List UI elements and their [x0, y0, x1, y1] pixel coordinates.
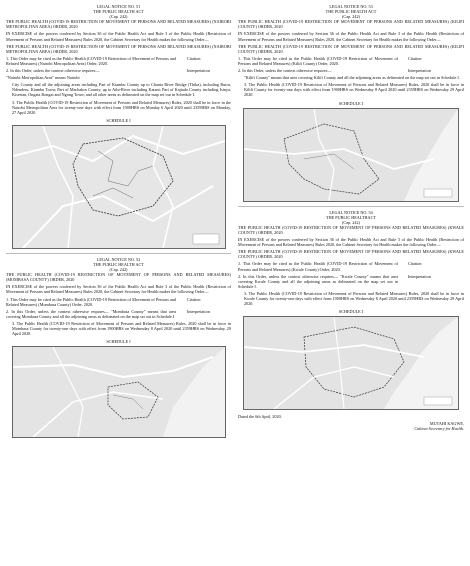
notice-54	[238, 210, 464, 432]
mombasa-map-graphic	[13, 347, 225, 437]
interpretation-text: 2. In this Order, unless the context otherwise requires—	[6, 68, 100, 74]
nairobi-map	[12, 125, 226, 249]
citation-row	[6, 297, 231, 307]
order-title-repeat: THE PUBLIC HEALTH (COVID-19 RESTRICTION OF MOVEMENT OF PERSONS AND RELATED MEASURES) (KILIFI COUNTY) ORDER, 2020	[238, 43, 464, 54]
kwale-map-graphic	[244, 317, 458, 409]
order-title: THE PUBLIC HEALTH (COVID-19 RESTRICTION OF MOVEMENT OF PERSONS AND RELATED MEASURES) (KWALE COUNTY) ORDER, 2020	[238, 224, 464, 235]
act-cap: (Cap. 242)	[342, 219, 360, 225]
interpretation-label: Interpretation	[408, 68, 431, 74]
divider	[6, 253, 231, 254]
citation-row	[238, 56, 464, 66]
order-title: THE PUBLIC HEALTH (COVID-19 RESTRICTION OF MOVEMENT OF PERSONS AND RELATED MEASURES) (NAIROBI METROPOLITAN AREA) ORDER, 2020	[6, 19, 231, 30]
interpretation-text: 2. In this Order, unless the context otherwise requires— "Mombasa County" means that area covering Mombasa County and all the adjoining areas as delineated on the map set out in Schedule I.	[6, 308, 176, 319]
citation-label: Citation	[408, 55, 422, 61]
interpretation-text: 2. In this Order, unless the context otherwise requires— "Kwale County" means that area covering Kwale County and all the adjoining areas as delineated on the map set out in Schedule I.	[238, 273, 398, 289]
act-cap: (Cap. 242)	[342, 14, 360, 20]
order-title-repeat: THE PUBLIC HEALTH (COVID-19 RESTRICTION OF MOVEMENT OF PERSONS AND RELATED MEASURES) (KWALE COUNTY) ORDER, 2020	[238, 249, 464, 260]
citation-row	[238, 261, 464, 271]
kwale-map	[243, 316, 459, 410]
notice-51	[6, 4, 231, 249]
definition-term: "Nairobi Metropolitan Area" means Nairobi	[6, 75, 80, 81]
act-name: THE PUBLIC HEALTHACT	[326, 214, 376, 220]
interpretation-row	[238, 274, 464, 289]
preamble: IN EXERCISE of the powers conferred by Section 36 of the Public Health Act and Rule 3 of the Public Health (Restriction of Movement of Persons and Related Measures) Rules 2020, the Cabinet Secretary for Health makes the following Order—	[6, 284, 231, 295]
order-title: THE PUBLIC HEALTH (COVID-19 RESTRICTION OF MOVEMENT OF PERSONS AND RELATED MEASURES) (KILIFI COUNTY) ORDER, 2020	[238, 19, 464, 30]
notice-number: LEGAL NOTICE NO. 51	[96, 4, 141, 9]
clause-3: 3. The Public Health (COVID-19 Restriction of Movement of Persons and Related Measures) Rules, 2020 shall be in force in the Nairobi Metropolitan Area for twenty-one days with effect from 1900HRS on Monday 6 April 2020 until 2359HRS on Monday, 27 April 2020.	[12, 99, 231, 115]
preamble: IN EXERCISE of the powers conferred by Section 36 of the Public Health Act and Rule 3 of the Public Health (Restriction of Movement of Persons and Related Measures) Rules 2020, the Cabinet Secretary for Health makes the following Order—	[238, 237, 464, 248]
preamble: IN EXERCISE of the powers conferred by Section 36 of the Public Health Act and Rule 3 of the Public Health (Restriction of Movement of Persons and Related Measures) Rules 2020, the Cabinet Secretary for Health makes the following Order—	[6, 31, 231, 42]
order-title: THE PUBLIC HEALTH (COVID-19 RESTRICTION OF MOVEMENT OF PERSONS AND RELATED MEASURES) (MOMBASA COUNTY) ORDER, 2020	[6, 272, 231, 283]
citation-text: 1. This Order may be cited as the Public Health (COVID-19 Restriction of Movement of Persons and Related Measures) (Mombasa County) Order, 2020.	[6, 296, 176, 307]
schedule-heading: SCHEDULE I	[106, 339, 131, 345]
clause-3: 3. The Public Health (COVID-19 Restriction of Movement of Persons and Related Measures) Rules, 2020 shall be in force in Kwale County for twenty-one days with effect from 1900HRS on Wednesday 8 April 2020 until 2359HRS on Wednesday 29 April 2020.	[244, 290, 464, 307]
interpretation-text: 2. In this Order, unless the context otherwise requires—	[238, 68, 332, 74]
order-title-repeat: THE PUBLIC HEALTH (COVID-19 RESTRICTION OF MOVEMENT OF PERSONS AND RELATED MEASURES) (NAIROBI METROPOLITAN AREA) ORDER, 2020	[6, 43, 231, 54]
notice-number: LEGAL NOTICE NO. 54	[329, 209, 373, 215]
act-name: THE PUBLIC HEALTH ACT	[325, 9, 377, 15]
interpretation-label: Interpretation	[408, 273, 431, 279]
kilifi-map	[243, 108, 459, 202]
nairobi-map-graphic	[13, 126, 225, 248]
notice-number: LEGAL NOTICE NO. 52	[96, 256, 141, 262]
citation-label: Citation	[187, 296, 201, 302]
right-column	[238, 4, 464, 432]
citation-row	[6, 56, 231, 66]
interpretation-label: Interpretation	[187, 308, 210, 314]
citation-label: Citation	[187, 55, 201, 61]
definition-text: City County and all the adjoining areas including Part of Kiambu County up to Chania River Bridge (Thika), including Ruiru, Ndenderu, Kiambu Town; Part of Machakos County, up to Athi-River including Katani; Part of Kajiado County including Isinya, Kiserian, Ongata Rongai and Ngong Town; and all other areas as delineated on the map set out in Schedule I.	[12, 82, 231, 98]
act-name: THE PUBLIC HEALTH ACT	[93, 261, 144, 267]
act-cap: (Cap. 242)	[109, 14, 128, 20]
signatory-title: Cabinet Secretary for Health.	[414, 426, 464, 432]
left-column	[6, 4, 231, 442]
schedule-heading: SCHEDULE I	[106, 117, 131, 123]
signatory-name: MUTAHI KAGWE,	[429, 421, 464, 427]
divider	[238, 206, 464, 207]
notice-number: LEGAL NOTICE NO. 53	[329, 4, 373, 9]
schedule-heading: SCHEDULE I	[338, 100, 364, 106]
interpretation-row	[6, 309, 231, 319]
citation-label: Citation	[408, 261, 422, 267]
schedule-heading: SCHEDULE I	[338, 309, 364, 315]
citation-text: 1. This Order may be cited as the Public Health (COVID-19 Restriction of Movement of Persons and Related Measures) (Kwale County) Order, 2020.	[238, 261, 398, 272]
interpretation-label: Interpretation	[187, 68, 210, 74]
definition-text: "Kilifi County" means that area covering Kilifi County and all the adjoining areas as delineated on the map set out in Schedule I.	[244, 75, 460, 81]
interpretation-row	[238, 68, 464, 73]
interpretation-row	[6, 68, 231, 73]
notice-52	[6, 257, 231, 438]
dated-line: Dated the 6th April, 2020.	[238, 414, 282, 420]
act-cap: (Cap. 242)	[109, 267, 128, 273]
mombasa-map	[12, 346, 226, 438]
act-name: THE PUBLIC HEALTH ACT	[93, 9, 144, 15]
clause-3: 3. The Public Health (COVID-19 Restriction of Movement of Persons and Related Measures) Rules, 2020 shall be in force in Kilifi County for twenty-one days with effect from 1900HRS on Wednesday 8 April 2020 until 2359HRS on Wednesday 29 April 2020.	[244, 82, 464, 98]
citation-text: 1. This Order may be cited as the Public Health (COVID-19 Restriction of Movement of Persons and Related Measures) (Nairobi Metropolitan Area) Order, 2020.	[6, 55, 176, 66]
citation-text: 1. This Order may be cited as the Public Health (COVID-19 Restriction of Movement of Persons and Related Measures) (Kilifi County) Order, 2020.	[238, 55, 398, 66]
clause-3: 3. The Public Health (COVID-19 Restriction of Movement of Persons and Related Measures) Rules, 2020 shall be in force in Mombasa County for twenty-one days with effect from 1900HRS on Wednesday 8 April 2020 until 2359HRS on Wednesday, 29 April 2020.	[12, 320, 231, 337]
kilifi-map-graphic	[244, 109, 458, 201]
preamble: IN EXERCISE of the powers conferred by Section 36 of the Public Health Act and Rule 3 of the Public Health (Restriction of Movement of Persons and Related Measures) Rules 2020, the Cabinet Secretary for Health makes the following Order—	[238, 31, 464, 42]
notice-53	[238, 4, 464, 202]
